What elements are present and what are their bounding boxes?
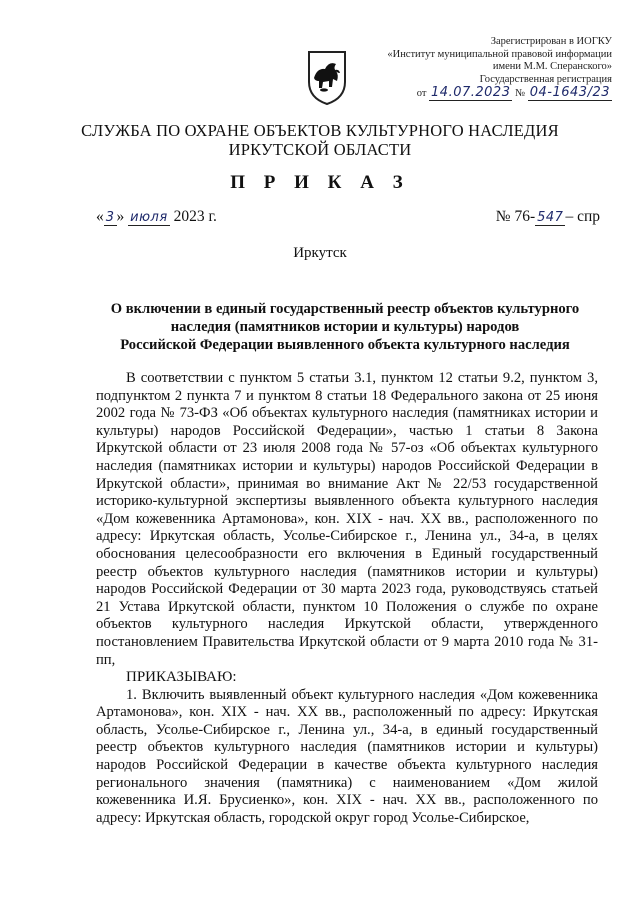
- order-number-prefix: № 76-: [495, 208, 536, 225]
- order-date: [96, 208, 217, 226]
- document-type: П Р И К А З: [230, 172, 410, 193]
- stamp-number-prefix: №: [515, 88, 526, 99]
- order-item-1: 1. Включить выявленный объект культурного наследия «Дом кожевенника Артамонова», кон. XIX - нач. XX вв., расположенный по адресу: Иркутская область, Усолье-Сибирское г., Ленина ул., 34-а, в единый государственный реестр объектов культурного наследия (памятников истории и культуры) народов Российской Федерации в качестве объекта культурного наследия регионального значения (памятника) с наименованием «Дом жилой кожевенника И.Я. Брусиенко», кон. XIX - нач. XX вв., расположенного по адресу: Иркутская область, городской округ город Усолье-Сибирское,: [96, 686, 598, 826]
- registration-stamp: [352, 36, 612, 101]
- title-line-1: О включении в единый государственный реестр объектов культурного: [110, 301, 580, 317]
- city-name: Иркутск: [293, 245, 347, 261]
- stamp-registration-row: [352, 87, 612, 101]
- date-open-quote: «: [96, 208, 104, 225]
- stamp-line-1: Зарегистрирован в ИОГКУ: [490, 36, 612, 47]
- title-line-3: Российской Федерации выявленного объекта культурного наследия: [120, 337, 570, 353]
- date-month: июля: [130, 210, 168, 225]
- stamp-registration-date: 14.07.2023: [431, 85, 511, 100]
- date-year: 2023 г.: [173, 208, 217, 225]
- date-day: 3: [105, 210, 115, 225]
- agency-name-line-1: СЛУЖБА ПО ОХРАНЕ ОБЪЕКТОВ КУЛЬТУРНОГО НАСЛЕДИЯ: [81, 121, 559, 140]
- title-line-2: наследия (памятников истории и культуры) народов: [170, 319, 520, 335]
- document-body: [96, 370, 598, 827]
- order-number: [496, 208, 600, 226]
- stamp-registration-number: 04-1643/23: [529, 85, 610, 100]
- stamp-line-2: «Институт муниципальной правовой информации: [387, 48, 612, 60]
- agency-name-line-2: ИРКУТСКОЙ ОБЛАСТИ: [228, 140, 412, 159]
- stamp-line-3: имени М.М. Сперанского»: [492, 61, 612, 72]
- order-number-handwritten: 547: [537, 210, 564, 225]
- coat-of-arms-icon: [305, 48, 349, 106]
- agency-name: [0, 121, 640, 159]
- stamp-from-prefix: от: [416, 88, 427, 99]
- preamble-paragraph: В соответствии с пунктом 5 статьи 3.1, пунктом 12 статьи 9.2, пунктом 3, подпунктом 2 пункта 7 и пунктом 8 статьи 18 Федерального закона от 25 июня 2002 года № 73-ФЗ «Об объектах культурного наследия (памятниках истории и культуры) народов Российской Федерации», частью 1 статьи 8 Закона Иркутской области от 23 июля 2008 года № 57-оз «Об объектах культурного наследия (памятниках истории и культуры) народов Российской Федерации в Иркутской области», принимая во внимание Акт № 22/53 государственной историко-культурной экспертизы выявленного объекта культурного наследия «Дом кожевенника Артамонова», кон. XIX - нач. XX вв., расположенного по адресу: Иркутская область, Усолье-Сибирское г., Ленина ул., 34-а, в целях обоснования целесообразности его включения в Единый государственный реестр объектов культурного наследия (памятников истории и культуры) народов Российской Федерации от 30 марта 2023 года, руководствуясь статьей 21 Устава Иркутской области, пунктом 10 Положения о службе по охране объектов культурного наследия Иркутской области, утвержденного постановлением Правительства Иркутской области от 9 марта 2010 года № 31-пп,: [96, 370, 598, 668]
- order-number-suffix: – спр: [565, 208, 600, 225]
- date-close-quote: »: [116, 208, 125, 225]
- document-title: [90, 300, 600, 354]
- order-word: ПРИКАЗЫВАЮ:: [126, 669, 237, 686]
- stamp-line-4: Государственная регистрация: [479, 73, 612, 85]
